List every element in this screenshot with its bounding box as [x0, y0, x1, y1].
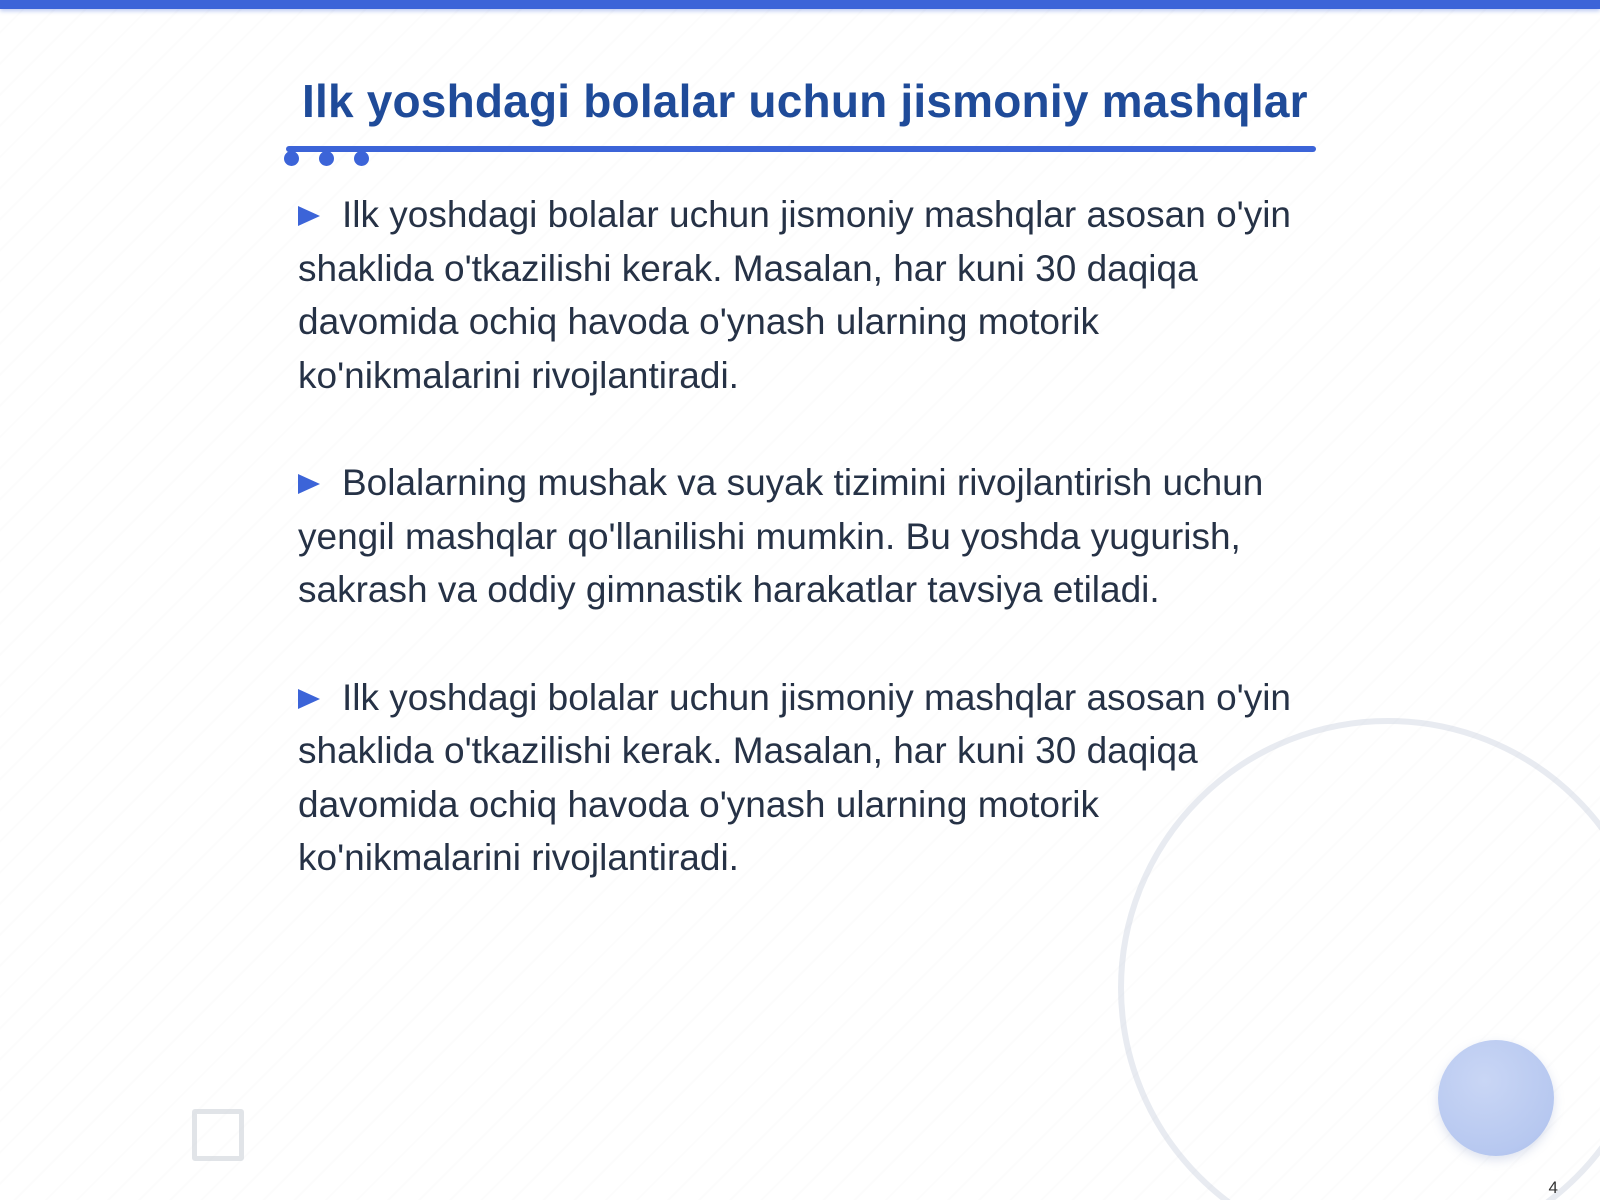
bullet-item	[298, 671, 1298, 885]
triangle-right-icon	[298, 689, 320, 709]
decorative-dot	[284, 151, 299, 166]
decorative-disc	[1438, 1040, 1554, 1156]
bullet-text: Bolalarning mushak va suyak tizimini rivojlantirish uchun yengil mashqlar qo'llanilishi mumkin. Bu yoshda yugurish, sakrash va oddiy gimnastik harakatlar tavsiya etiladi.	[298, 462, 1264, 610]
decorative-dot	[354, 151, 369, 166]
bullet-item	[298, 188, 1298, 402]
triangle-right-icon	[298, 206, 320, 226]
decorative-dot	[319, 151, 334, 166]
decorative-square	[192, 1109, 244, 1161]
page-number: 4	[1548, 1178, 1558, 1197]
bullet-item	[298, 456, 1298, 617]
triangle-right-icon	[298, 474, 320, 494]
slide-title: Ilk yoshdagi bolalar uchun jismoniy mashqlar	[302, 75, 1308, 127]
top-accent-bar	[0, 0, 1600, 9]
bullet-list	[298, 188, 1298, 939]
bullet-text: Ilk yoshdagi bolalar uchun jismoniy mashqlar asosan o'yin shaklida o'tkazilishi kerak. Masalan, har kuni 30 daqiqa davomida ochiq havoda o'ynash ularning motorik ko'nikmalarini rivojlantiradi.	[298, 194, 1292, 396]
title-underline	[286, 146, 1316, 152]
bullet-text: Ilk yoshdagi bolalar uchun jismoniy mashqlar asosan o'yin shaklida o'tkazilishi kerak. Masalan, har kuni 30 daqiqa davomida ochiq havoda o'ynash ularning motorik ko'nikmalarini rivojlantiradi.	[298, 676, 1292, 878]
